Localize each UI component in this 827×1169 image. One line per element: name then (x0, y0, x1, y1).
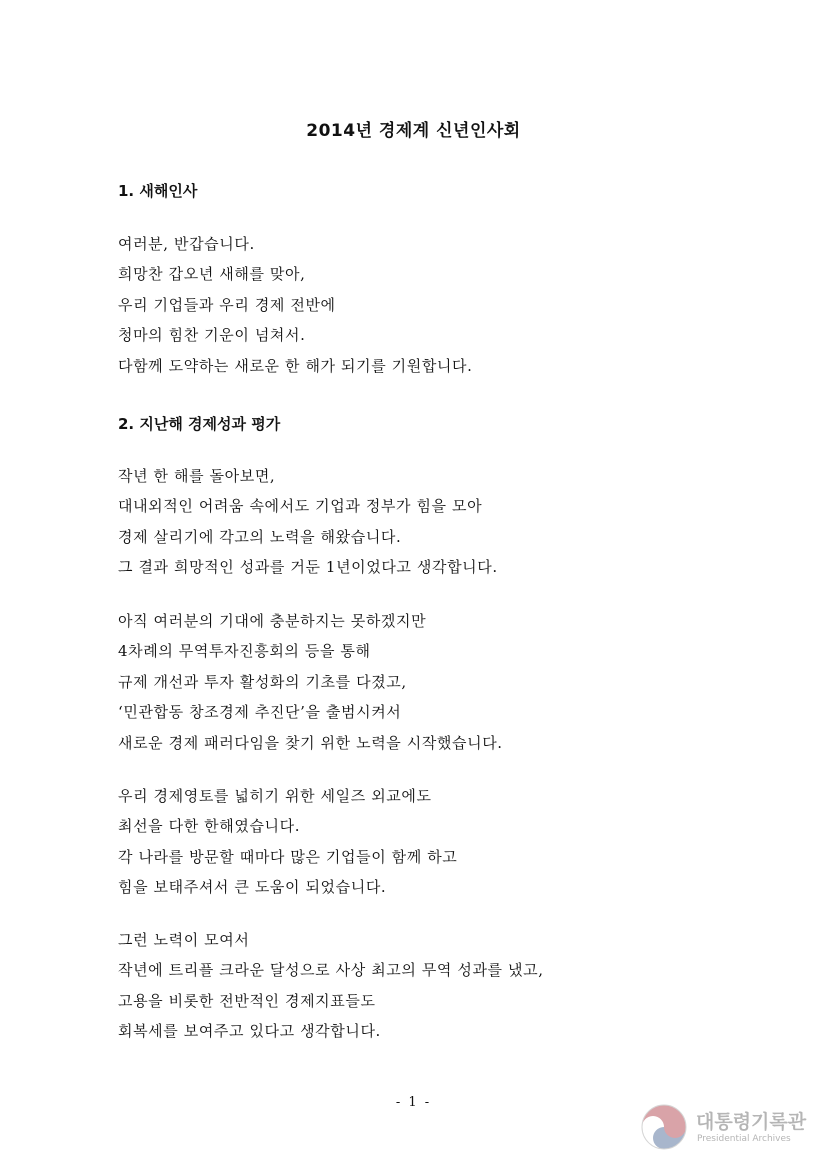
text-line: 다함께 도약하는 새로운 한 해가 되기를 기원합니다. (118, 356, 473, 375)
text-line: 우리 경제영토를 넓히기 위한 세일즈 외교에도 (118, 787, 432, 805)
text-line: 새로운 경제 패러다임을 찾기 위한 노력을 시작했습니다. (118, 733, 503, 752)
text-line: 회복세를 보여주고 있다고 생각합니다. (118, 1022, 381, 1041)
text-line: 청마의 힘찬 기운이 넘쳐서. (118, 326, 306, 345)
text-line: 아직 여러분의 기대에 충분하지는 못하겠지만 (118, 612, 427, 630)
text-line: 우리 기업들과 우리 경제 전반에 (118, 295, 336, 314)
section-heading: 1. 새해인사 (118, 182, 198, 200)
archive-subtitle: Presidential Archives (697, 1134, 791, 1144)
section-heading: 2. 지난해 경제성과 평가 (118, 415, 281, 433)
paragraph (118, 925, 544, 1047)
text-line: 여러분, 반갑습니다. (118, 235, 255, 253)
text-line: 고용을 비롯한 전반적인 경제지표들도 (118, 991, 376, 1010)
text-line: 4차례의 무역투자진흥회의 등을 통해 (118, 642, 371, 661)
paragraph (118, 781, 457, 903)
paragraph (118, 461, 498, 583)
paragraph (118, 606, 503, 758)
text-line: 대내외적인 어려움 속에서도 기업과 정부가 힘을 모아 (118, 497, 483, 516)
text-line: 작년 한 해를 돌아보면, (118, 467, 276, 485)
text-line: 최선을 다한 한해였습니다. (118, 817, 301, 836)
page-number: - 1 - (395, 1095, 432, 1110)
watermark (640, 1103, 820, 1153)
text-line: 그 결과 희망적인 성과를 거둔 1년이었다고 생각합니다. (118, 558, 498, 577)
page-title: 2014년 경제계 신년인사회 (306, 121, 521, 141)
text-line: 희망찬 갑오년 새해를 맞아, (118, 265, 306, 284)
text-line: 각 나라를 방문할 때마다 많은 기업들이 함께 하고 (118, 847, 458, 866)
text-line: 힘을 보태주셔서 큰 도움이 되었습니다. (118, 878, 387, 897)
archive-name: 대통령기록관 (696, 1111, 807, 1133)
taegeuk-logo-icon (640, 1103, 688, 1151)
text-line: 그런 노력이 모여서 (118, 931, 250, 949)
text-line: 경제 살리기에 각고의 노력을 해왔습니다. (118, 527, 402, 546)
paragraph (118, 229, 472, 381)
text-line: 작년에 트리플 크라운 달성으로 사상 최고의 무역 성과를 냈고, (118, 961, 544, 980)
text-line: 규제 개선과 투자 활성화의 기초를 다졌고, (118, 672, 407, 691)
text-line: ‘민관합동 창조경제 추진단’을 출범시켜서 (118, 703, 402, 722)
